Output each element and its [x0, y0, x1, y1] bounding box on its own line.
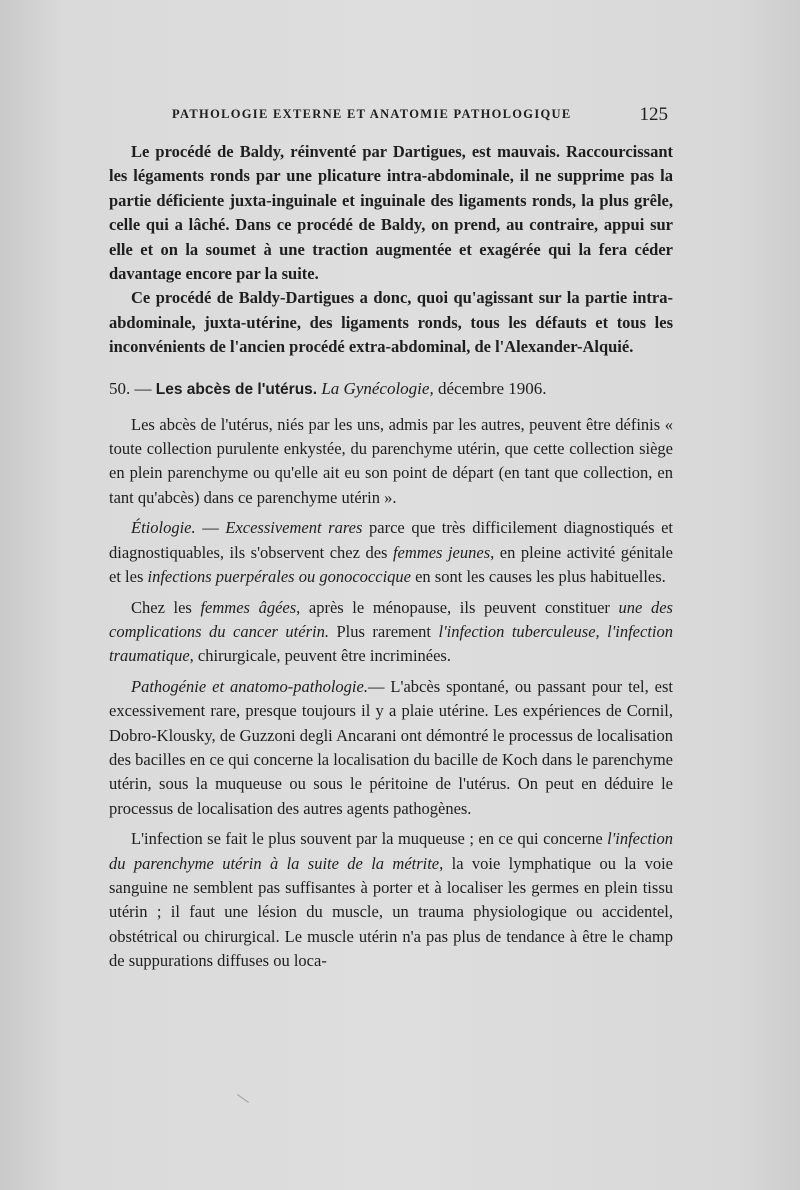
running-title: PATHOLOGIE EXTERNE ET ANATOMIE PATHOLOGIQUE: [172, 107, 572, 121]
article-title: Les abcès de l'utérus.: [155, 380, 318, 398]
page-body: [109, 140, 673, 974]
paragraph-definition: Les abcès de l'utérus, niés par les uns, admis par les autres, peuvent être définis « toute collection purulente enkystée, du parenchyme utérin, que cette collection siège en plein parenchyme ou qu'elle ait eu son point de départ (en tant que collection, en tant qu'abcès) dans ce parenchyme utérin ».: [109, 414, 673, 507]
page-header: [172, 104, 668, 128]
journal-name: La Gynécologie,: [321, 378, 434, 398]
etiology-label: Étiologie.: [131, 518, 196, 538]
article-number: 50. —: [109, 378, 152, 398]
paragraph-older-women: Chez les femmes âgées, après le ménopause, ils peuvent constituer une des complications du cancer utérin. Plus rarement l'infection tuberculeuse, l'infection traumatique, chirurgicale, peuvent être incriminées.: [109, 597, 673, 666]
abscess-section: [109, 413, 673, 974]
paragraph-infection: L'infection se fait le plus souvent par la muqueuse ; en ce qui concerne l'infection du parenchyme utérin à la suite de la métrite, la voie lymphatique ou la voie sanguine ne semblent pas suffisantes à porter et à localiser les germes en plein tissu utérin ; il faut une lésion du muscle, un trauma physiologique ou accidentel, obstétrical ou chirurgical. Le muscle utérin n'a pas plus de tendance à être le champ de suppurations diffuses ou loca-: [109, 829, 673, 971]
article-heading: [109, 377, 673, 402]
page-number: 125: [639, 104, 668, 125]
pencil-mark: [237, 1094, 249, 1103]
paragraph-baldy-2: Ce procédé de Baldy-Dartigues a donc, quoi qu'agissant sur la partie intra-abdominale, juxta-utérine, des ligaments ronds, tous les défauts et tous les inconvénients de l'ancien procédé extra-abdominal, de l'Alexander-Alquié.: [109, 288, 673, 357]
paragraph-pathogenesis: Pathogénie et anatomo-pathologie.— L'abcès spontané, ou passant pour tel, est excessivement rare, presque toujours il y a plaie utérine. Les expériences de Cornil, Dobro-Klousky, de Guzzoni degli Ancarani ont démontré le processus de localisation des bacilles en ce qui concerne la localisation du bacille de Koch dans le parenchyme utérin, sous la muqueuse ou sous le péritoine de l'utérus. On peut en déduire le processus de localisation des autres agents pathogènes.: [109, 676, 673, 818]
paragraph-etiology: Étiologie. — Excessivement rares parce que très difficilement diagnostiqués et diagnostiquables, ils s'observent chez des femmes jeunes, en pleine activité génitale et les infections puerpérales ou gonococcique en sont les causes les plus habituelles.: [109, 518, 674, 587]
publication-date: décembre 1906.: [437, 378, 547, 398]
pathogenesis-label: Pathogénie et anatomo-pathologie.: [131, 676, 368, 696]
baldy-section: [109, 140, 673, 360]
paragraph-baldy-1: Le procédé de Baldy, réinventé par Dartigues, est mauvais. Raccourcissant les légaments ronds par une plicature intra-abdominale, il ne supprime pas la partie déficiente juxta-inguinale et inguinale des ligaments ronds, la plus grêle, celle qui a lâché. Dans ce procédé de Baldy, on prend, au contraire, appui sur elle et on la soumet à une traction augmentée et exagérée qui la fera céder davantage encore par la suite.: [109, 142, 673, 284]
